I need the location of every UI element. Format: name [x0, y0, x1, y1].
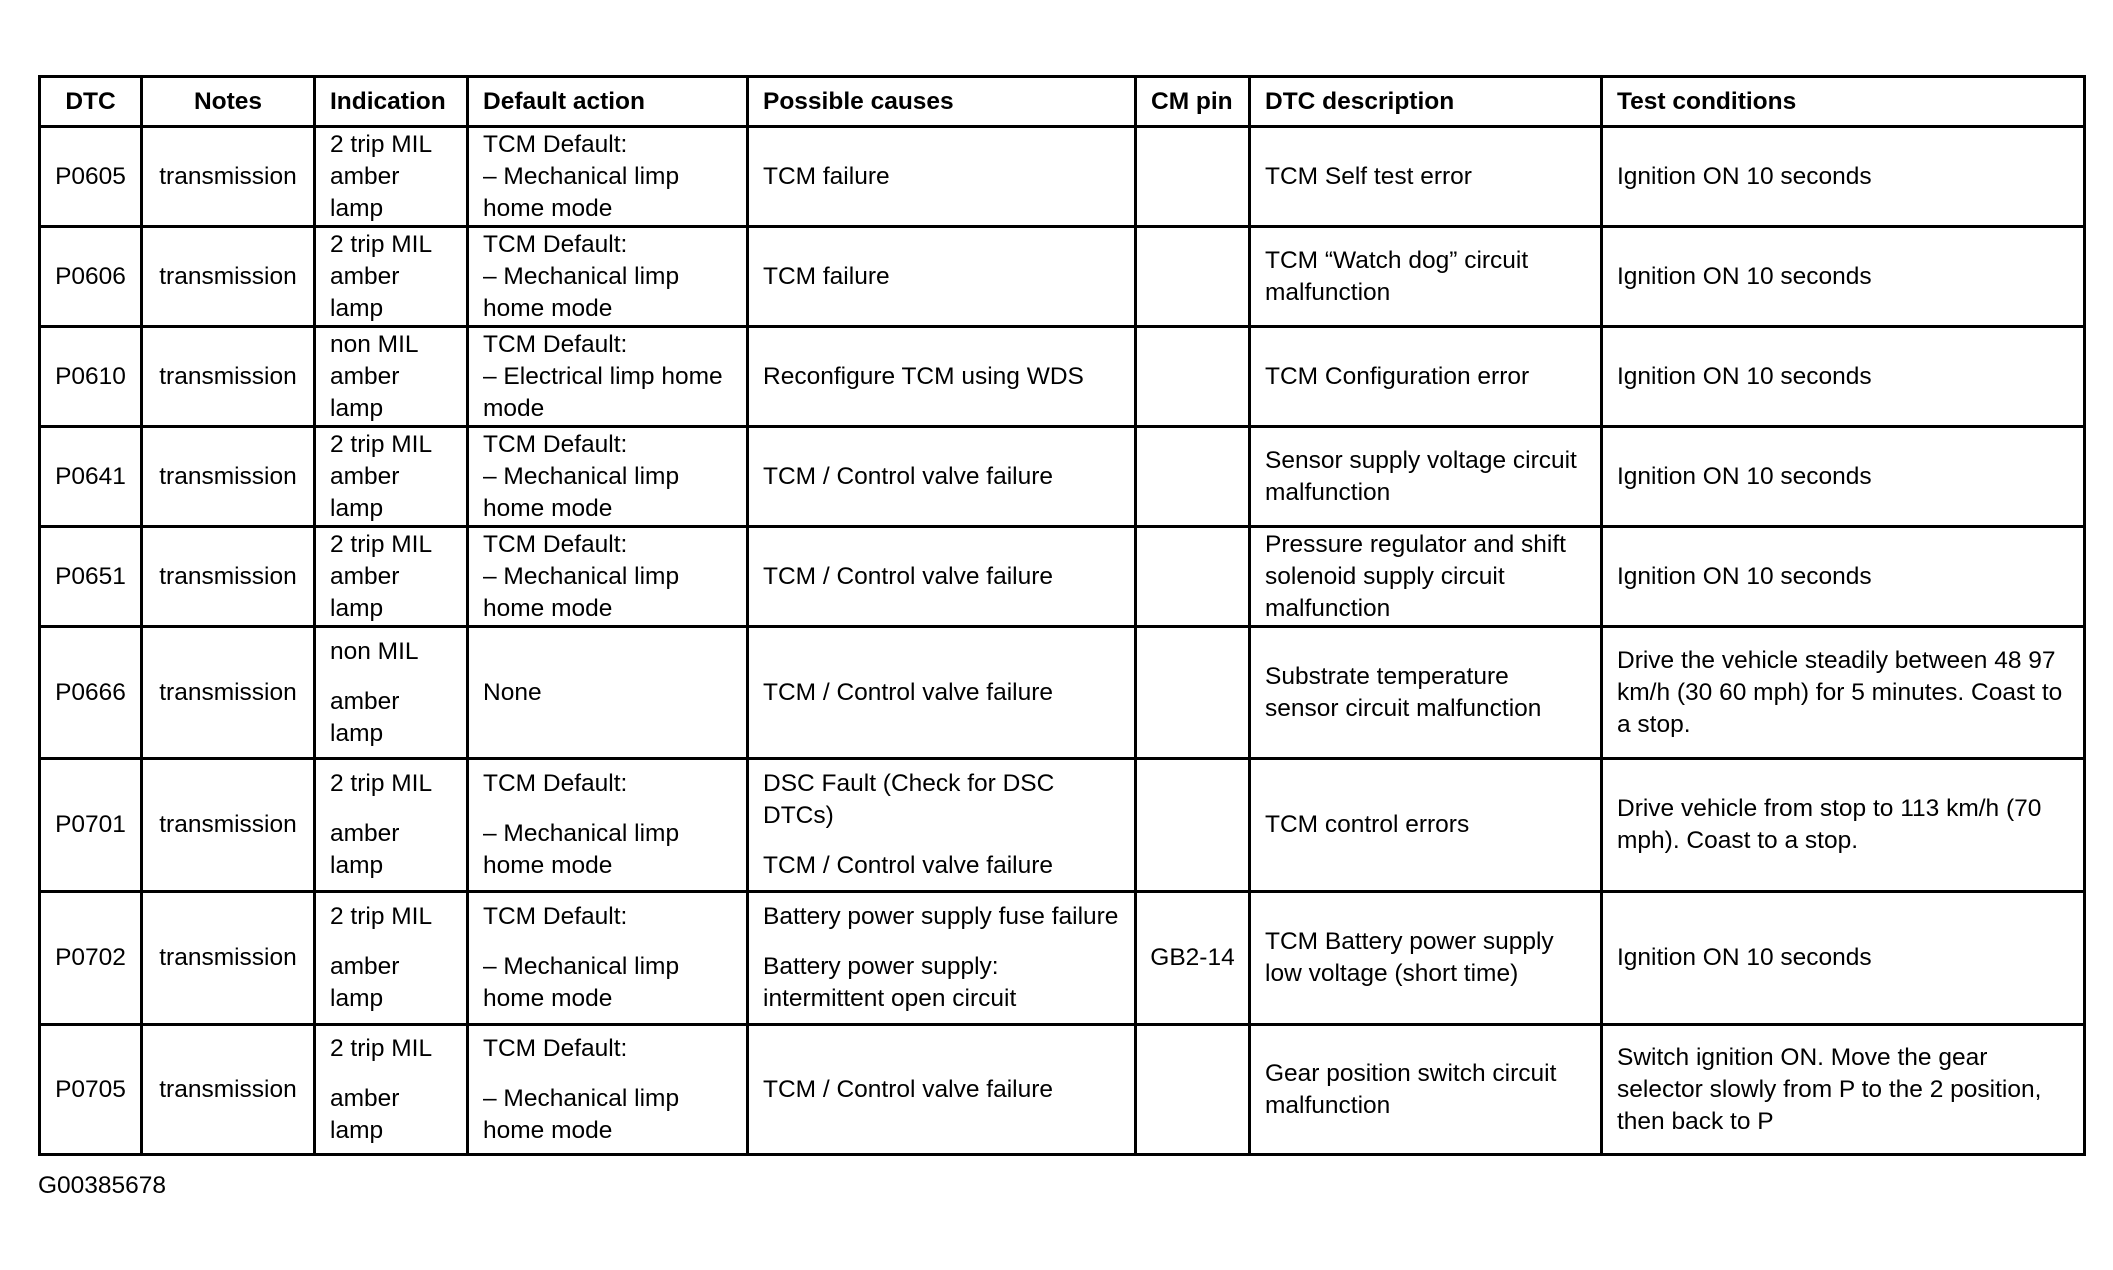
cell-possible-causes	[748, 227, 1136, 327]
possible-cause: TCM / Control valve failure	[763, 852, 1054, 879]
cell-possible-causes	[748, 527, 1136, 627]
cell-default-action	[468, 427, 748, 527]
table-row	[40, 427, 2085, 527]
indication-line: 2 trip MIL	[330, 770, 433, 797]
table-row	[40, 227, 2085, 327]
default-action-line: TCM Default:	[483, 1034, 628, 1062]
table-body	[40, 127, 2085, 1155]
possible-cause: DSC Fault (Check for DSC DTCs)	[763, 770, 1055, 829]
indication-line: lamp	[330, 852, 384, 879]
default-action-line: – Mechanical limp	[483, 462, 680, 490]
indication-line: amber	[330, 687, 400, 715]
cell-cm-pin	[1136, 427, 1250, 527]
cell-notes: transmission	[142, 1025, 315, 1155]
cell-test-conditions: Drive the vehicle steadily between 48 97 km/h (30 60 mph) for 5 minutes. Coast to a stop.	[1602, 627, 2085, 759]
default-action-line: – Mechanical limp	[483, 162, 680, 190]
table-row	[40, 127, 2085, 227]
possible-cause: Battery power supply: intermittent open circuit	[763, 953, 1017, 1012]
cell-dtc: P0666	[40, 627, 142, 759]
default-action-line: – Mechanical limp	[483, 820, 680, 847]
cell-dtc: P0605	[40, 127, 142, 227]
cell-indication	[315, 427, 468, 527]
cell-default-action	[468, 1025, 748, 1155]
indication-line: 2 trip MIL	[330, 430, 433, 458]
cell-test-conditions: Ignition ON 10 seconds	[1602, 127, 2085, 227]
cell-cm-pin	[1136, 759, 1250, 892]
cell-notes: transmission	[142, 127, 315, 227]
default-action-line: – Mechanical limp	[483, 1084, 680, 1112]
cell-possible-causes	[748, 127, 1136, 227]
indication-line: lamp	[330, 1116, 384, 1144]
indication-line: amber	[330, 262, 400, 290]
cell-dtc: P0651	[40, 527, 142, 627]
cell-default-action	[468, 227, 748, 327]
cell-dtc-description: Substrate temperature sensor circuit malfunction	[1250, 627, 1602, 759]
cell-possible-causes	[748, 759, 1136, 892]
default-action-line: None	[483, 678, 542, 706]
default-action-line: – Mechanical limp	[483, 562, 680, 590]
possible-cause: Battery power supply fuse failure	[763, 903, 1119, 930]
indication-line: amber	[330, 362, 400, 390]
cell-dtc-description: TCM Self test error	[1250, 127, 1602, 227]
possible-cause: TCM / Control valve failure	[763, 678, 1054, 706]
default-action-line: home mode	[483, 294, 613, 322]
indication-line: 2 trip MIL	[330, 903, 433, 930]
cell-dtc-description: Gear position switch circuit malfunction	[1250, 1025, 1602, 1155]
cell-default-action	[468, 759, 748, 892]
figure-id: G00385678	[38, 1172, 167, 1199]
cell-test-conditions: Switch ignition ON. Move the gear selector slowly from P to the 2 position, then back to P	[1602, 1025, 2085, 1155]
indication-line: lamp	[330, 719, 384, 747]
cell-indication	[315, 892, 468, 1025]
cell-test-conditions: Ignition ON 10 seconds	[1602, 427, 2085, 527]
cell-cm-pin	[1136, 227, 1250, 327]
cell-cm-pin: GB2-14	[1136, 892, 1250, 1025]
cell-default-action	[468, 892, 748, 1025]
header-dtc: DTC	[40, 77, 142, 127]
indication-line: 2 trip MIL	[330, 530, 433, 558]
cell-test-conditions: Ignition ON 10 seconds	[1602, 327, 2085, 427]
indication-line: lamp	[330, 985, 384, 1012]
header-cm-pin: CM pin	[1136, 77, 1250, 127]
possible-cause: TCM failure	[763, 162, 890, 190]
cell-dtc-description: TCM Configuration error	[1250, 327, 1602, 427]
cell-dtc: P0702	[40, 892, 142, 1025]
indication-line: non MIL	[330, 637, 419, 665]
header-default-action: Default action	[468, 77, 748, 127]
indication-line: lamp	[330, 294, 384, 322]
possible-cause: TCM failure	[763, 262, 890, 290]
cell-test-conditions: Ignition ON 10 seconds	[1602, 527, 2085, 627]
default-action-line: – Mechanical limp	[483, 953, 680, 980]
table-row	[40, 527, 2085, 627]
indication-line: amber	[330, 953, 400, 980]
table-row	[40, 327, 2085, 427]
cell-dtc: P0701	[40, 759, 142, 892]
cell-dtc: P0641	[40, 427, 142, 527]
cell-cm-pin	[1136, 527, 1250, 627]
table-row	[40, 627, 2085, 759]
indication-line: amber	[330, 562, 400, 590]
cell-possible-causes	[748, 1025, 1136, 1155]
default-action-line: TCM Default:	[483, 770, 628, 797]
default-action-line: TCM Default:	[483, 530, 628, 558]
cell-indication	[315, 759, 468, 892]
possible-cause: TCM / Control valve failure	[763, 562, 1054, 590]
default-action-line: TCM Default:	[483, 130, 628, 158]
default-action-line: home mode	[483, 494, 613, 522]
cell-default-action	[468, 627, 748, 759]
header-row	[40, 77, 2085, 127]
cell-indication	[315, 527, 468, 627]
cell-dtc: P0705	[40, 1025, 142, 1155]
cell-cm-pin	[1136, 127, 1250, 227]
indication-line: non MIL	[330, 330, 419, 358]
indication-line: 2 trip MIL	[330, 130, 433, 158]
cell-default-action	[468, 327, 748, 427]
default-action-line: – Mechanical limp	[483, 262, 680, 290]
cell-dtc: P0610	[40, 327, 142, 427]
default-action-line: TCM Default:	[483, 230, 628, 258]
table-row	[40, 1025, 2085, 1155]
default-action-line: – Electrical limp home	[483, 362, 723, 390]
cell-indication	[315, 627, 468, 759]
cell-cm-pin	[1136, 1025, 1250, 1155]
cell-indication	[315, 127, 468, 227]
header-dtc-description: DTC description	[1250, 77, 1602, 127]
cell-notes: transmission	[142, 527, 315, 627]
cell-indication	[315, 327, 468, 427]
cell-test-conditions: Ignition ON 10 seconds	[1602, 227, 2085, 327]
indication-line: amber	[330, 1084, 400, 1112]
cell-notes: transmission	[142, 327, 315, 427]
cell-cm-pin	[1136, 327, 1250, 427]
indication-line: lamp	[330, 194, 384, 222]
cell-default-action	[468, 127, 748, 227]
table-row	[40, 759, 2085, 892]
default-action-line: mode	[483, 394, 545, 422]
default-action-line: home mode	[483, 1116, 613, 1144]
indication-line: 2 trip MIL	[330, 230, 433, 258]
cell-possible-causes	[748, 427, 1136, 527]
cell-cm-pin	[1136, 627, 1250, 759]
cell-indication	[315, 227, 468, 327]
cell-test-conditions: Ignition ON 10 seconds	[1602, 892, 2085, 1025]
indication-line: amber	[330, 462, 400, 490]
cell-notes: transmission	[142, 892, 315, 1025]
header-indication: Indication	[315, 77, 468, 127]
cell-notes: transmission	[142, 227, 315, 327]
default-action-line: TCM Default:	[483, 430, 628, 458]
default-action-line: home mode	[483, 194, 613, 222]
indication-line: lamp	[330, 494, 384, 522]
default-action-line: TCM Default:	[483, 330, 628, 358]
indication-line: lamp	[330, 394, 384, 422]
header-notes: Notes	[142, 77, 315, 127]
cell-notes: transmission	[142, 759, 315, 892]
default-action-line: home mode	[483, 594, 613, 622]
indication-line: amber	[330, 820, 400, 847]
cell-notes: transmission	[142, 427, 315, 527]
table-row	[40, 892, 2085, 1025]
indication-line: amber	[330, 162, 400, 190]
cell-possible-causes	[748, 327, 1136, 427]
header-test-conditions: Test conditions	[1602, 77, 2085, 127]
cell-default-action	[468, 527, 748, 627]
cell-dtc-description: TCM Battery power supply low voltage (short time)	[1250, 892, 1602, 1025]
cell-notes: transmission	[142, 627, 315, 759]
possible-cause: TCM / Control valve failure	[763, 462, 1054, 490]
cell-possible-causes	[748, 892, 1136, 1025]
dtc-table	[38, 75, 2086, 1156]
default-action-line: home mode	[483, 852, 613, 879]
indication-line: lamp	[330, 594, 384, 622]
cell-dtc: P0606	[40, 227, 142, 327]
possible-cause: Reconfigure TCM using WDS	[763, 362, 1084, 390]
possible-cause: TCM / Control valve failure	[763, 1075, 1054, 1103]
default-action-line: home mode	[483, 985, 613, 1012]
cell-dtc-description: TCM control errors	[1250, 759, 1602, 892]
header-possible-causes: Possible causes	[748, 77, 1136, 127]
indication-line: 2 trip MIL	[330, 1034, 433, 1062]
cell-dtc-description: Pressure regulator and shift solenoid supply circuit malfunction	[1250, 527, 1602, 627]
cell-test-conditions: Drive vehicle from stop to 113 km/h (70 mph). Coast to a stop.	[1602, 759, 2085, 892]
default-action-line: TCM Default:	[483, 903, 628, 930]
cell-possible-causes	[748, 627, 1136, 759]
cell-dtc-description: TCM “Watch dog” circuit malfunction	[1250, 227, 1602, 327]
cell-dtc-description: Sensor supply voltage circuit malfunction	[1250, 427, 1602, 527]
cell-indication	[315, 1025, 468, 1155]
